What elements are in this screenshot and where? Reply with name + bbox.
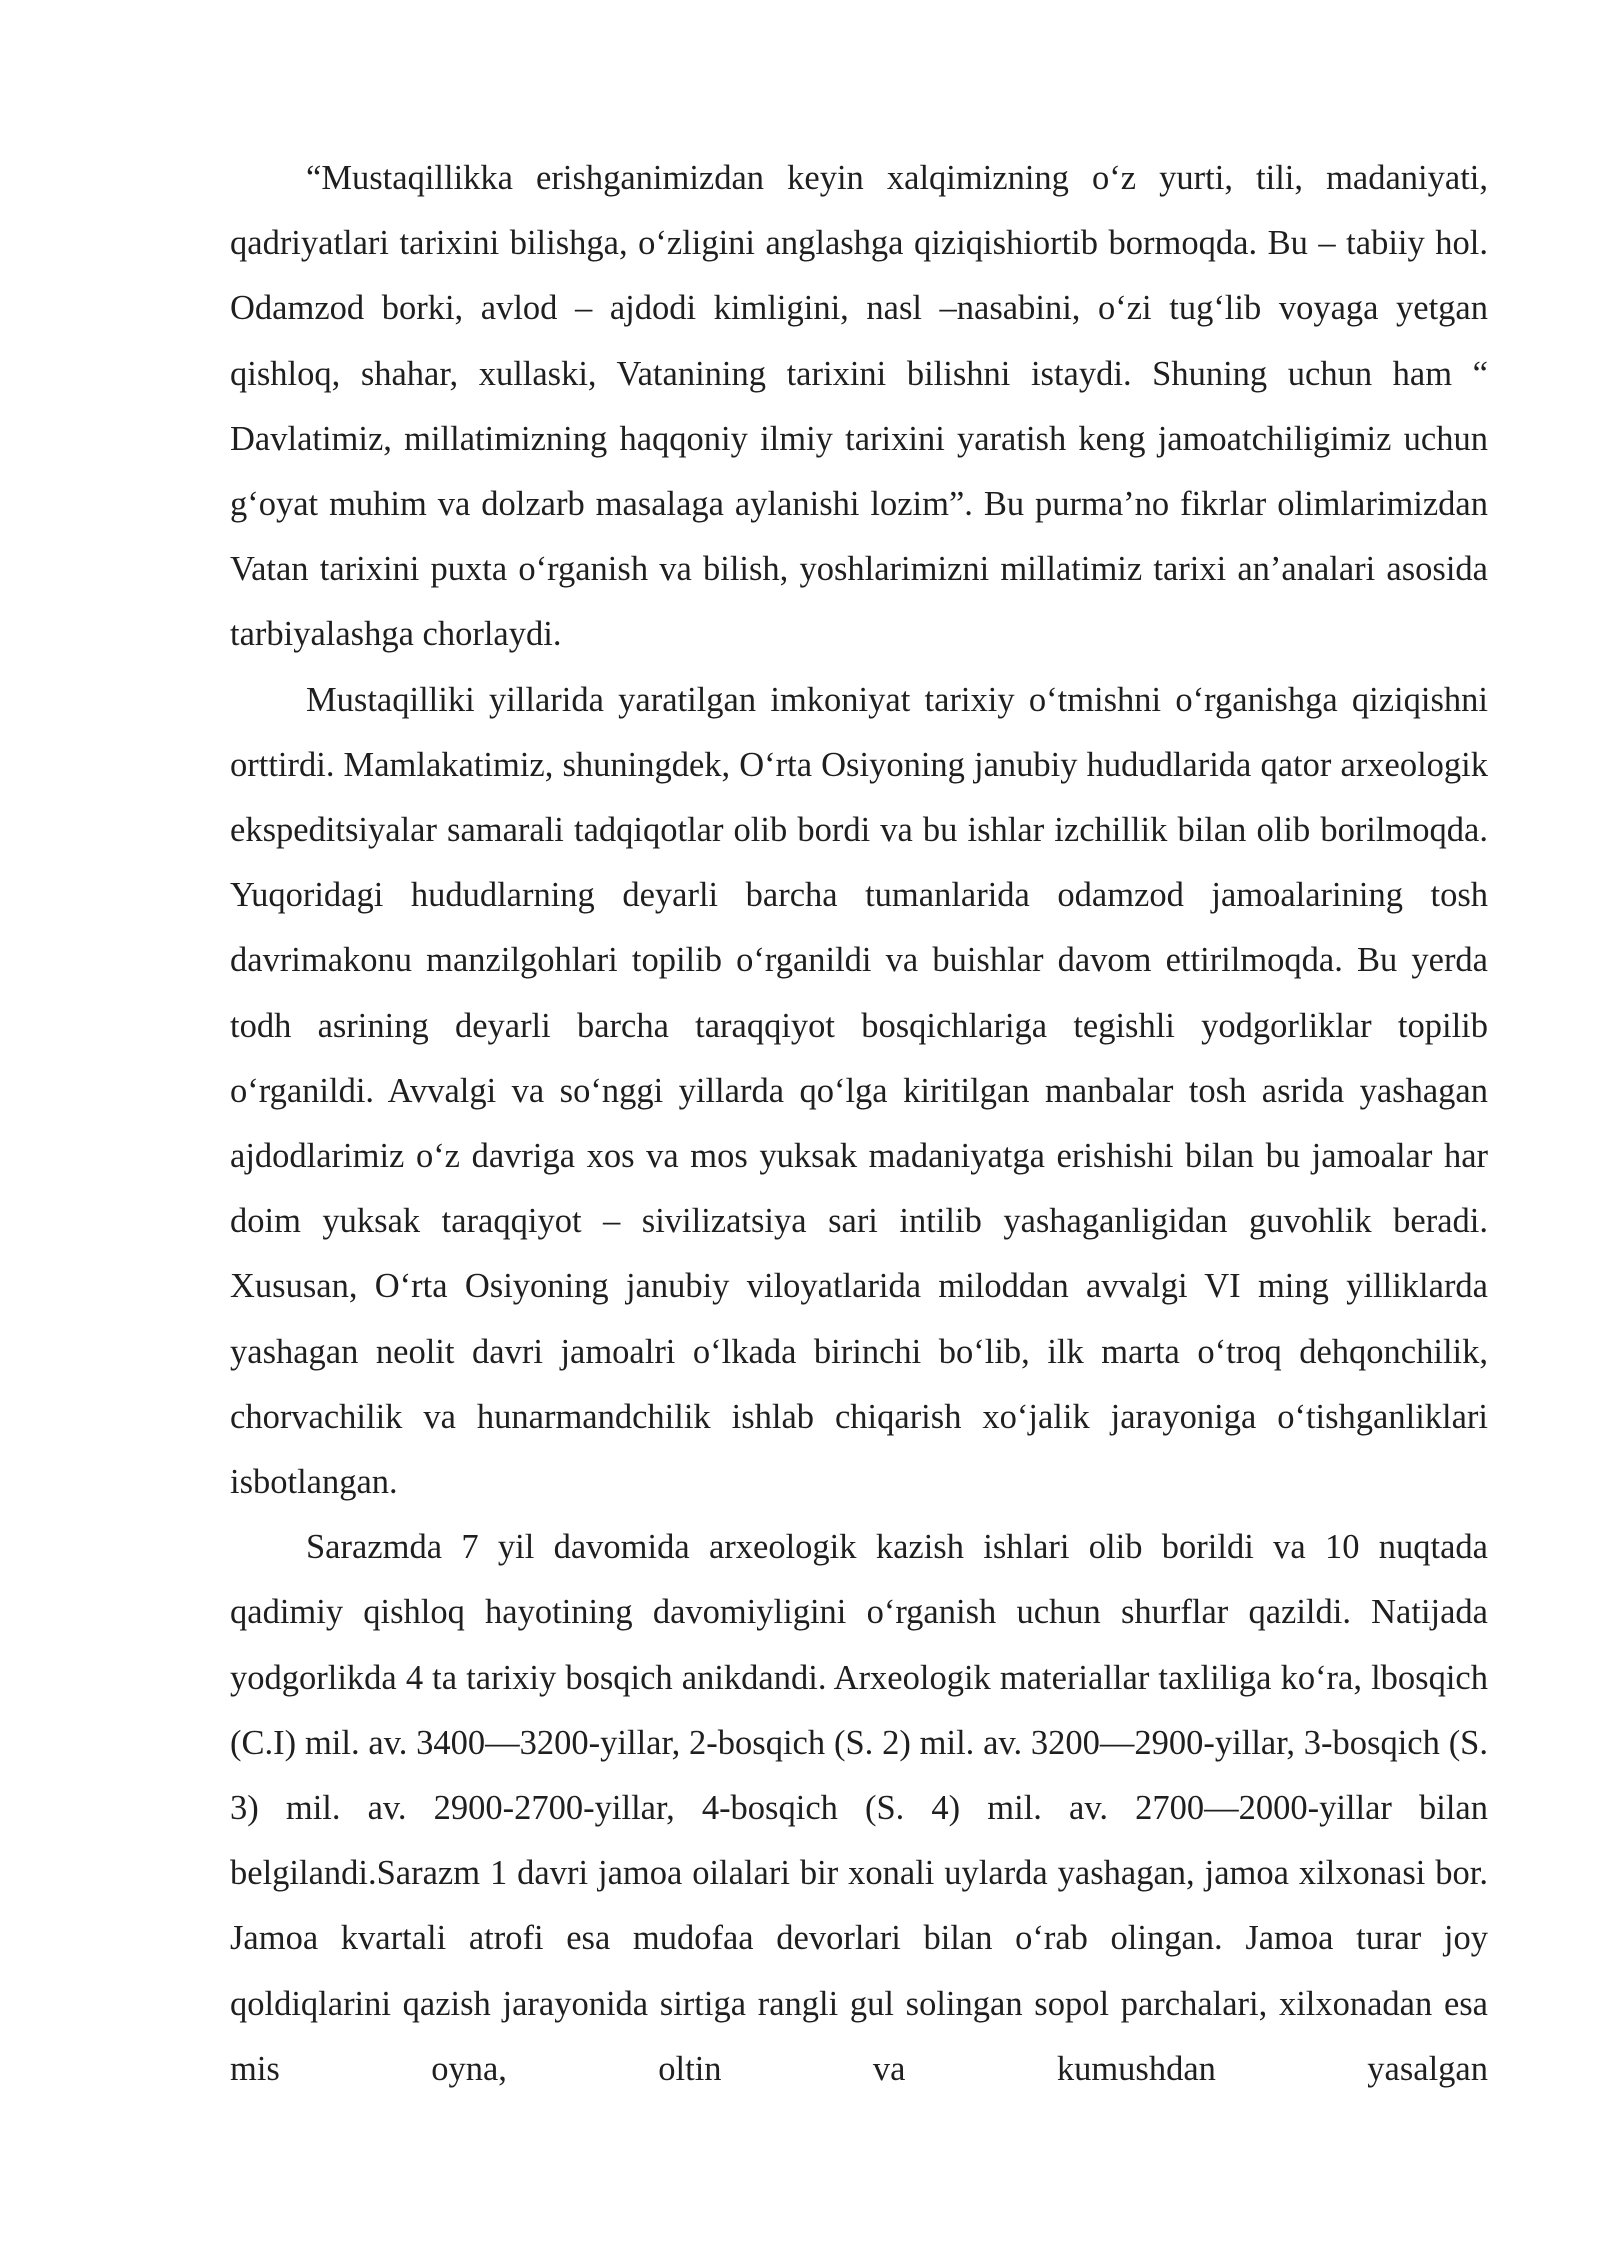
paragraph-2: Mustaqilliki yillarida yaratilgan imkoniyat tarixiy o‘tmishni o‘rganishga qiziqishni orttirdi. Mamlakatimiz, shuningdek, O‘rta Osiyoning janubiy hududlarida qator arxeologik ekspeditsiyalar samarali tadqiqotlar olib bordi va bu ishlar izchillik bilan olib borilmoqda. Yuqoridagi hududlarning deyarli barcha tumanlarida odamzod jamoalarining tosh davrimakonu manzilgohlari topilib o‘rganildi va buishlar davom ettirilmoqda. Bu yerda todh asrining deyarli barcha taraqqiyot bosqichlariga tegishli yodgorliklar topilib o‘rganildi. Avvalgi va so‘nggi yillarda qo‘lga kiritilgan manbalar tosh asrida yashagan ajdodlarimiz o‘z davriga xos va mos yuksak madaniyatga erishishi bilan bu jamoalar har doim yuksak taraqqiyot – sivilizatsiya sari intilib yashaganligidan guvohlik beradi. Xususan, O‘rta Osiyoning janubiy viloyatlarida miloddan avvalgi VI ming yilliklarda yashagan neolit davri jamoalri o‘lkada birinchi bo‘lib, ilk marta o‘troq dehqonchilik, chorvachilik va hunarmandchilik ishlab chiqarish xo‘jalik jarayoniga o‘tishganliklari isbotlangan. xyxy=(230,680,1488,1502)
body-text xyxy=(230,146,1488,2102)
paragraph-1: “Mustaqillikka erishganimizdan keyin xalqimizning o‘z yurti, tili, madaniyati, qadriyatlari tarixini bilishga, o‘zligini anglashga qiziqishiortib bormoqda. Bu – tabiiy hol. Odamzod borki, avlod – ajdodi kimligini, nasl –nasabini, o‘zi tug‘lib voyaga yetgan qishloq, shahar, xullaski, Vatanining tarixini bilishni istaydi. Shuning uchun ham “ Davlatimiz, millatimizning haqqoniy ilmiy tarixini yaratish keng jamoatchiligimiz uchun g‘oyat muhim va dolzarb masalaga aylanishi lozim”. Bu purma’no fikrlar olimlarimizdan Vatan tarixini puxta o‘rganish va bilish, yoshlarimizni millatimiz tarixi an’analari asosida tarbiyalashga chorlaydi. xyxy=(230,159,1488,654)
paragraph-3: Sarazmda 7 yil davomida arxeologik kazish ishlari olib borildi va 10 nuqtada qadimiy qishloq hayotining davomiyligini o‘rganish uchun shurflar qazildi. Natijada yodgorlikda 4 ta tarixiy bosqich anikdandi. Arxeologik materiallar taxliliga ko‘ra, lbosqich (C.I) mil. av. 3400—3200-yillar, 2-bosqich (S. 2) mil. av. 3200—2900-yillar, 3-bosqich (S. 3) mil. av. 2900-2700-yillar, 4-bosqich (S. 4) mil. av. 2700—2000-yillar bilan belgilandi.Sarazm 1 davri jamoa oilalari bir xonali uylarda yashagan, jamoa xilxonasi bor. Jamoa kvartali atrofi esa mudofaa devorlari bilan o‘rab olingan. Jamoa turar joy qoldiqlarini qazish jarayonida sirtiga rangli gul solingan sopol parchalari, xilxonadan esa mis oyna, oltin va kumushdan yasalgan xyxy=(230,1528,1488,2088)
